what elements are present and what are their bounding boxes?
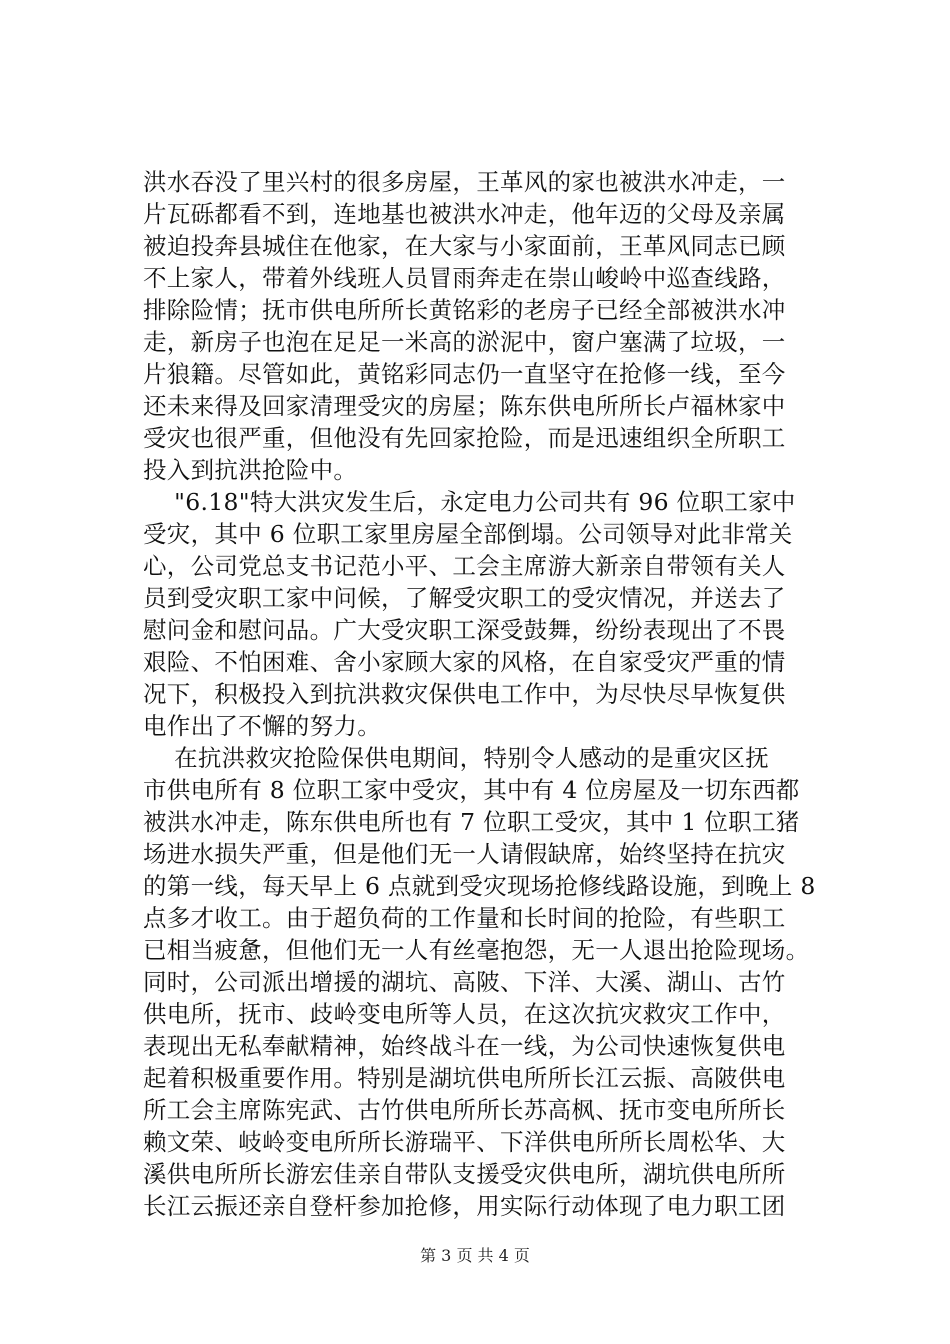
text-line: 起着积极重要作用。特别是湖坑供电所所长江云振、高陂供电 [143, 1064, 786, 1092]
text-line: "6.18"特大洪灾发生后，永定电力公司共有 96 位职工家中 [143, 488, 796, 516]
text-line: 溪供电所所长游宏佳亲自带队支援受灾供电所，湖坑供电所所 [143, 1160, 786, 1188]
body-text [143, 166, 823, 1222]
text-line: 在抗洪救灾抢险保供电期间，特别令人感动的是重灾区抚 [143, 744, 770, 772]
text-line: 心，公司党总支书记范小平、工会主席游大新亲自带领有关人 [143, 552, 786, 580]
text-line: 慰问金和慰问品。广大受灾职工深受鼓舞，纷纷表现出了不畏 [143, 616, 786, 644]
page-number-footer: 第 3 页 共 4 页 [420, 1246, 530, 1265]
text-line: 已相当疲惫，但他们无一人有丝毫抱怨，无一人退出抢险现场。 [143, 936, 810, 964]
text-line: 投入到抗洪抢险中。 [143, 456, 358, 484]
text-line: 点多才收工。由于超负荷的工作量和长时间的抢险，有些职工 [143, 904, 786, 932]
text-line: 还未来得及回家清理受灾的房屋；陈东供电所所长卢福林家中 [143, 392, 786, 420]
text-line: 排除险情；抚市供电所所长黄铭彩的老房子已经全部被洪水冲 [143, 296, 786, 324]
text-line: 被迫投奔县城住在他家，在大家与小家面前，王革风同志已顾 [143, 232, 786, 260]
text-line: 片瓦砾都看不到，连地基也被洪水冲走，他年迈的父母及亲属 [143, 200, 786, 228]
text-line: 场进水损失严重，但是他们无一人请假缺席，始终坚持在抗灾 [143, 840, 786, 868]
text-line: 的第一线，每天早上 6 点就到受灾现场抢修线路设施，到晚上 8 [143, 872, 816, 900]
text-line: 长江云振还亲自登杆参加抢修，用实际行动体现了电力职工团 [143, 1192, 786, 1220]
text-line: 员到受灾职工家中问候，了解受灾职工的受灾情况，并送去了 [143, 584, 786, 612]
text-line: 被洪水冲走，陈东供电所也有 7 位职工受灾，其中 1 位职工猪 [143, 808, 800, 836]
text-line: 市供电所有 8 位职工家中受灾，其中有 4 位房屋及一切东西都 [143, 776, 800, 804]
text-line: 受灾，其中 6 位职工家里房屋全部倒塌。公司领导对此非常关 [143, 520, 793, 548]
text-line: 赖文荣、岐岭变电所所长游瑞平、下洋供电所所长周松华、大 [143, 1128, 786, 1156]
text-line: 受灾也很严重，但他没有先回家抢险，而是迅速组织全所职工 [143, 424, 786, 452]
text-line: 同时，公司派出增援的湖坑、高陂、下洋、大溪、湖山、古竹 [143, 968, 786, 996]
text-line: 电作出了不懈的努力。 [143, 712, 381, 740]
text-line: 片狼籍。尽管如此，黄铭彩同志仍一直坚守在抢修一线，至今 [143, 360, 786, 388]
text-line: 艰险、不怕困难、舍小家顾大家的风格，在自家受灾严重的情 [143, 648, 786, 676]
text-line: 不上家人，带着外线班人员冒雨奔走在崇山峻岭中巡查线路， [143, 264, 786, 292]
text-line: 洪水吞没了里兴村的很多房屋，王革风的家也被洪水冲走，一 [143, 168, 786, 196]
text-line: 所工会主席陈宪武、古竹供电所所长苏高枫、抚市变电所所长 [143, 1096, 786, 1124]
text-line: 供电所，抚市、歧岭变电所等人员，在这次抗灾救灾工作中， [143, 1000, 786, 1028]
text-line: 走，新房子也泡在足足一米高的淤泥中，窗户塞满了垃圾，一 [143, 328, 786, 356]
text-line: 表现出无私奉献精神，始终战斗在一线，为公司快速恢复供电 [143, 1032, 786, 1060]
text-line: 况下，积极投入到抗洪救灾保供电工作中，为尽快尽早恢复供 [143, 680, 786, 708]
